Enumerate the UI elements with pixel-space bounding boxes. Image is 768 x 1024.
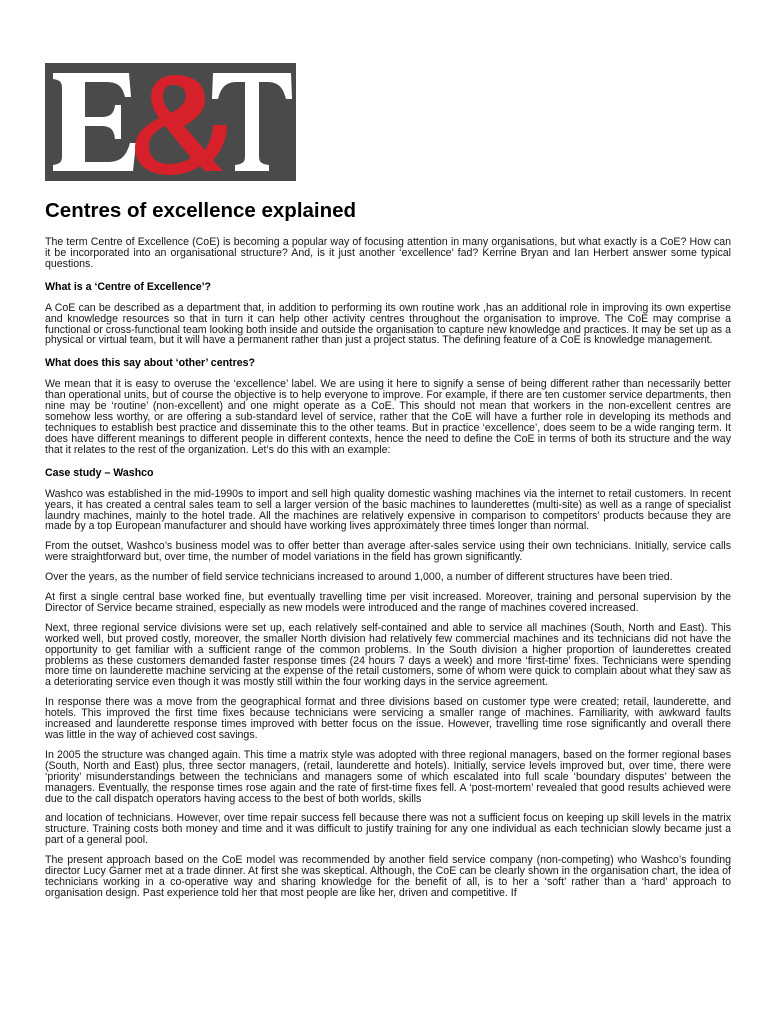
section-heading-other-centres: What does this say about ‘other’ centres? [45,357,255,370]
paragraph: and location of technicians. However, over time repair success fell because there was not a sufficient focus on keeping up skill levels in the matrix structure. Training costs both money and time and it was difficult to justify training for any one individual as each technician slowly became just a part of a general pool. [45,812,731,847]
paragraph: Washco was established in the mid-1990s to import and sell high quality domestic washing machines via the internet to retail customers. In recent years, it has created a central sales team to sell a larger version of the basic machines to launderettes (multi-site) as well as a range of specialist laundry machines, mainly to the hotel trade. All the machines are relatively expensive in comparison to competitors’ products because they are made by a top European manufacturer and should have working lives approximately three times longer than normal. [45,487,731,533]
section-heading-case-study: Case study – Washco [45,466,154,479]
paragraph: A CoE can be described as a department that, in addition to performing its own routine work ,has an additional role in improving its own expertise and knowledge resources so that in turn it can help other activity centres throughout the organisation to improve. The CoE may comprise a functional or cross-functional team looking both inside and outside the organisation to capture new knowledge and practices. It may be set up as a physical or virtual team, but it will have a permanent rather than just a project status. The defining feature of a CoE is knowledge management. [45,301,731,347]
et-logo [45,63,296,181]
intro-paragraph: The term Centre of Excellence (CoE) is becoming a popular way of focusing attention in many organisations, but what exactly is a CoE? How can it be incorporated into an organisational structure? And, is it just another ‘excellence’ fad? Kerrine Bryan and Ian Herbert answer some typical questions. [45,236,731,270]
paragraph: In response there was a move from the geographical format and three divisions based on customer type were created; retail, launderette, and hotels. This improved the first time fixes because technicians were servicing a smaller range of machines. Familiarity, with awkward faults increased and launderette response times improved with better focus on the issue. However, travelling time rose significantly and overall there was little in the way of achieved cost savings. [45,696,731,741]
paragraph: Over the years, as the number of field service technicians increased to around 1,000, a number of different structures have been tried. [45,571,673,584]
paragraph: Next, three regional service divisions were set up, each relatively self-contained and able to service all machines (South, North and East). This worked well, but proved costly, moreover, the smaller North division had relatively few commercial machines and its technicians did not have the opportunity to get familiar with a sufficient range of the common problems. In the South division a higher proportion of launderettes created problems as these customers demanded faster response times (24 hours 7 days a week) and more ‘first-time’ fixes. Technicians were spending more time on launderette machine servicing at the expense of the retail customers, some of whom were quick to complain about what they saw as a deteriorating service even though it was mostly still within the four working days in the service agreement. [45,621,731,689]
paragraph: The present approach based on the CoE model was recommended by another field service company (non-competing) who Washco’s founding director Lucy Garner met at a trade dinner. At first she was skeptical. Although, the CoE can be clearly shown in the organisation chart, the idea of technicians working in a co-operative way and sharing knowledge for the benefit of all, is to her a ‘soft’ rather than a ‘hard’ approach to organisation design. Past experience told her that most people are like her, driven and competitive. If [45,854,731,899]
article-body [45,237,731,908]
paragraph: In 2005 the structure was changed again. This time a matrix style was adopted with three regional managers, based on the former regional bases (South, North and East) plus, three sector managers, (retail, launderette and hotels). Initially, service levels improved but, over time, there were ‘priority’ misunderstandings between the technicians and managers some of which escalated into full scale ‘boundary disputes’ between the managers. Eventually, the response times rose again and the rate of first-time fixes fell. A ‘post-mortem’ revealed that good results achieved were due to the call dispatch operators having access to the best of both worlds, skills [45,748,731,805]
et-logo-graphic [45,63,296,181]
paragraph: From the outset, Washco’s business model was to offer better than average after-sales service using their own technicians. Initially, service calls were straightforward but, over time, the number of model variations in the field has grown significantly. [45,540,731,564]
paragraph: At first a single central base worked fine, but eventually travelling time per visit increased. Moreover, training and personal supervision by the Director of Service became strained, especially as new models were introduced and the range of machines covered increased. [45,591,731,614]
paragraph: We mean that it is easy to overuse the ‘excellence’ label. We are using it here to signify a sense of being different rather than necessarily better than operational units, but of course the objective is to help everyone to improve. For example, if there are ten customer service departments, then nine may be ‘routine’ (non-excellent) and one might operate as a CoE. This should not mean that workers in the non-excellent centres are somehow less worthy, or are offering a sub-standard level of service, rather that the CoE will have a further role in developing its methods and techniques to establish best practice and disseminate this to the other teams. But in practice ‘excellence’, does seem to be a wide ranging term. It does have different meanings to different people in different contexts, hence the need to define the CoE in terms of both its structure and the way that it relates to the rest of the organization. Let’s do this with an example: [45,378,731,456]
section-heading-what-is-coe: What is a ‘Centre of Excellence’? [45,280,212,293]
article-title: Centres of excellence explained [45,199,357,222]
